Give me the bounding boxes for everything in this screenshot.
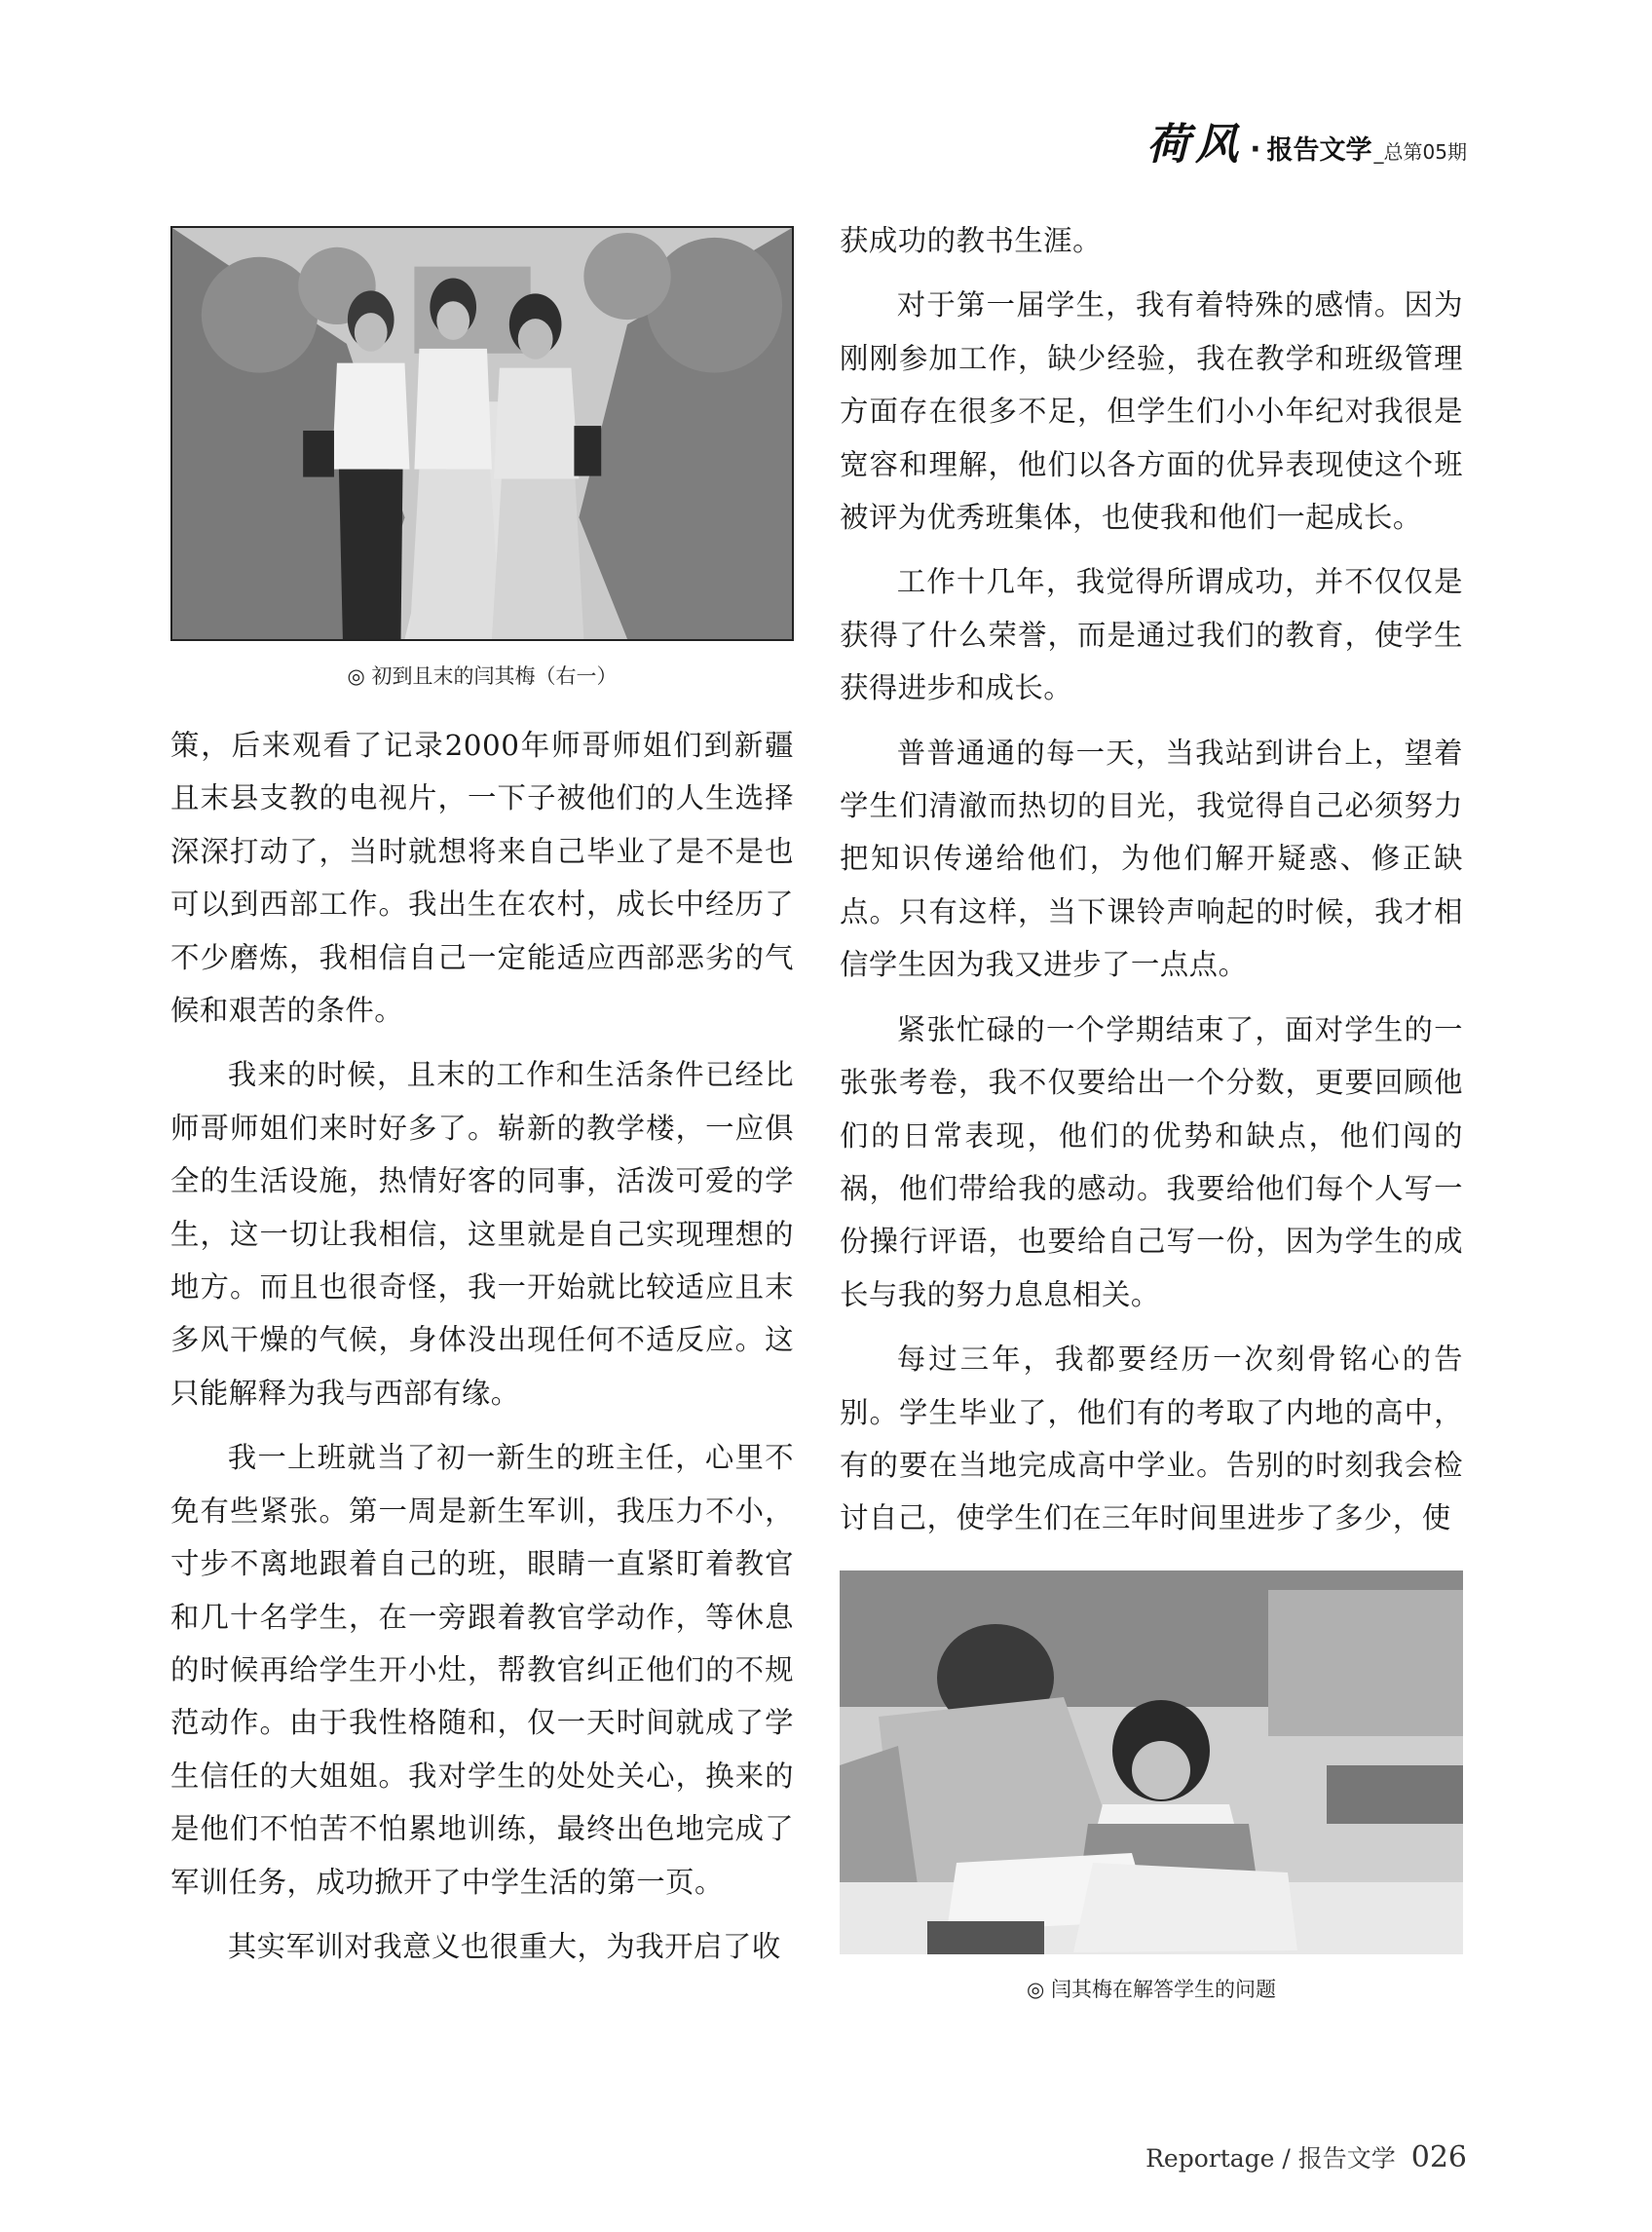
issue-number: _总第05期 (1373, 140, 1467, 164)
paragraph: 获成功的教书生涯。 (840, 224, 1103, 257)
page-number: 026 (1410, 2140, 1467, 2175)
paragraph: 对于第一届学生，我有着特殊的感情。因为刚刚参加工作，缺少经验，我在教学和班级管理方面存在很多不足，但学生们小小年纪对我很是宽容和理解，他们以各方面的优异表现使这个班被评为优秀班集体，也使我和他们一起成长。 (840, 288, 1463, 535)
photo-three-women (170, 226, 794, 641)
paragraph: 普普通通的每一天，当我站到讲台上，望着学生们清澈而热切的目光，我觉得自己必须努力把知识传递给他们，为他们解开疑惑、修正缺点。只有这样，当下课铃声响起的时候，我才相信学生因为我又进步了一点点。 (840, 736, 1463, 982)
photo-teacher-student-image (840, 1570, 1463, 1954)
photo-three-women-image (172, 228, 792, 639)
footer-label: Reportage / 报告文学 (1145, 2144, 1396, 2173)
photo-caption-1: ◎ 初到且末的闫其梅（右一） (347, 664, 618, 688)
header-separator: · (1250, 132, 1261, 167)
paragraph: 我来的时候，且末的工作和生活条件已经比师哥师姐们来时好多了。崭新的教学楼，一应俱全的生活设施，热情好客的同事，活泼可爱的学生，这一切让我相信，这里就是自己实现理想的地方。而且也很奇怪，我一开始就比较适应且末多风干燥的气候，身体没出现任何不适反应。这只能解释为我与西部有缘。 (170, 1058, 794, 1410)
paragraph: 工作十几年，我觉得所谓成功，并不仅仅是获得了什么荣誉，而是通过我们的教育，使学生获得进步和成长。 (840, 565, 1463, 705)
running-header (1146, 109, 1467, 171)
paragraph: 策，后来观看了记录2000年师哥师姐们到新疆且末县支教的电视片，一下子被他们的人生选择深深打动了，当时就想将来自己毕业了是不是也可以到西部工作。我出生在农村，成长中经历了不少磨炼，我相信自己一定能适应西部恶劣的气候和艰苦的条件。 (170, 729, 794, 1028)
paragraph: 我一上班就当了初一新生的班主任，心里不免有些紧张。第一周是新生军训，我压力不小，寸步不离地跟着自己的班，眼睛一直紧盯着教官和几十名学生，在一旁跟着教官学动作，等休息的时候再给学生开小灶，帮教官纠正他们的不规范动作。由于我性格随和，仅一天时间就成了学生信任的大姐姐。我对学生的处处关心，换来的是他们不怕苦不怕累地训练，最终出色地完成了军训任务，成功掀开了中学生活的第一页。 (170, 1441, 794, 1899)
right-column (840, 214, 1463, 1557)
page-footer (1145, 2139, 1467, 2175)
left-column (170, 719, 794, 1985)
section-title: 报告文学 (1266, 135, 1372, 166)
magazine-brand: 荷风 (1146, 120, 1245, 170)
paragraph: 其实军训对我意义也很重大，为我开启了收 (227, 1929, 781, 1963)
paragraph: 紧张忙碌的一个学期结束了，面对学生的一张张考卷，我不仅要给出一个分数，更要回顾他们的日常表现，他们的优势和缺点，他们闯的祸，他们带给我的感动。我要给他们每个人写一份操行评语，也要给自己写一份，因为学生的成长与我的努力息息相关。 (840, 1012, 1463, 1311)
paragraph: 每过三年，我都要经历一次刻骨铭心的告别。学生毕业了，他们有的考取了内地的高中，有的要在当地完成高中学业。告别的时刻我会检讨自己，使学生们在三年时间里进步了多少，使 (840, 1343, 1463, 1535)
photo-caption-2: ◎ 闫其梅在解答学生的问题 (1027, 1978, 1276, 2001)
photo-teacher-student (840, 1570, 1463, 1954)
